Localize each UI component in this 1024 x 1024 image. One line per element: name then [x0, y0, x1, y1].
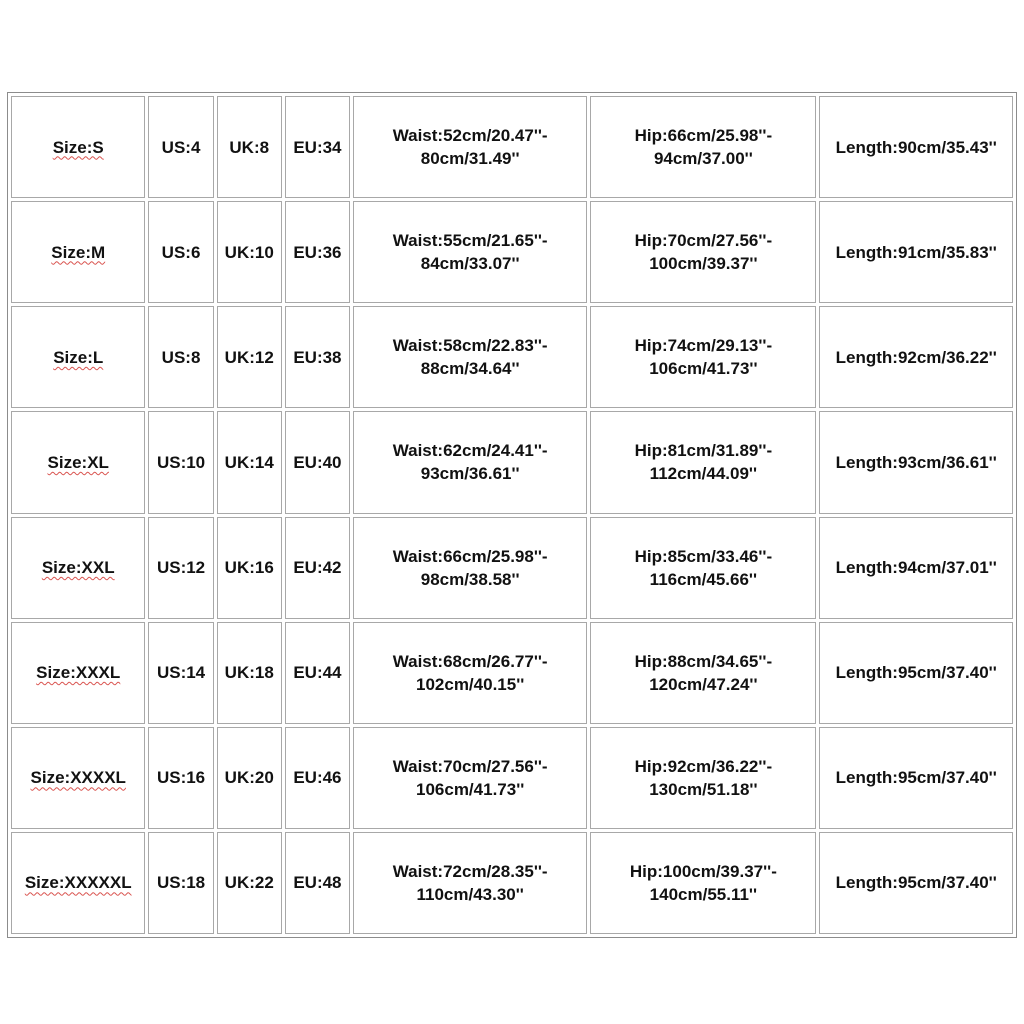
us-size-cell: US:12: [148, 517, 213, 619]
hip-cell: [590, 832, 816, 934]
hip-line-2: 100cm/39.37'': [649, 254, 758, 274]
waist-cell: [353, 517, 587, 619]
size-label: Size:XL: [47, 452, 109, 472]
waist-line-2: 93cm/36.61'': [420, 464, 520, 484]
waist-line-1: Waist:58cm/22.83''-: [392, 336, 548, 356]
hip-line-1: Hip:74cm/29.13''-: [634, 336, 773, 356]
waist-line-1: Waist:72cm/28.35''-: [392, 861, 548, 881]
hip-cell: [590, 306, 816, 408]
uk-size-cell: UK:12: [217, 306, 282, 408]
hip-cell: [590, 201, 816, 303]
hip-line-1: Hip:81cm/31.89''-: [634, 441, 773, 461]
waist-line-1: Waist:62cm/24.41''-: [392, 441, 548, 461]
size-row: [11, 201, 1013, 303]
size-label: Size:L: [53, 347, 104, 367]
waist-line-1: Waist:68cm/26.77''-: [392, 651, 548, 671]
hip-cell: [590, 411, 816, 513]
waist-line-1: Waist:55cm/21.65''-: [392, 231, 548, 251]
eu-size-cell: EU:42: [285, 517, 350, 619]
hip-line-2: 106cm/41.73'': [649, 359, 758, 379]
length-cell: Length:95cm/37.40'': [819, 832, 1013, 934]
length-cell: Length:92cm/36.22'': [819, 306, 1013, 408]
waist-line-2: 80cm/31.49'': [420, 149, 520, 169]
size-cell: [11, 832, 145, 934]
size-cell: [11, 517, 145, 619]
size-cell: [11, 306, 145, 408]
hip-line-2: 120cm/47.24'': [649, 674, 758, 694]
eu-size-cell: EU:46: [285, 727, 350, 829]
eu-size-cell: EU:38: [285, 306, 350, 408]
size-label: Size:XXXL: [36, 663, 121, 683]
hip-line-1: Hip:85cm/33.46''-: [634, 546, 773, 566]
us-size-cell: US:6: [148, 201, 213, 303]
eu-size-cell: EU:44: [285, 622, 350, 724]
length-cell: Length:93cm/36.61'': [819, 411, 1013, 513]
hip-line-2: 140cm/55.11'': [649, 884, 758, 904]
hip-cell: [590, 517, 816, 619]
hip-line-1: Hip:70cm/27.56''-: [634, 231, 773, 251]
size-label: Size:S: [52, 137, 104, 157]
size-label: Size:XXXXXL: [24, 873, 132, 893]
size-cell: [11, 727, 145, 829]
length-cell: Length:91cm/35.83'': [819, 201, 1013, 303]
uk-size-cell: UK:20: [217, 727, 282, 829]
length-cell: Length:90cm/35.43'': [819, 96, 1013, 198]
waist-cell: [353, 306, 587, 408]
uk-size-cell: UK:14: [217, 411, 282, 513]
waist-cell: [353, 832, 587, 934]
waist-line-2: 110cm/43.30'': [416, 884, 524, 904]
size-row: [11, 832, 1013, 934]
eu-size-cell: EU:40: [285, 411, 350, 513]
hip-line-1: Hip:100cm/39.37''-: [629, 861, 777, 881]
size-row: [11, 727, 1013, 829]
size-label: Size:XXL: [41, 558, 115, 578]
size-row: [11, 96, 1013, 198]
uk-size-cell: UK:8: [217, 96, 282, 198]
hip-line-2: 130cm/51.18'': [649, 779, 758, 799]
hip-cell: [590, 96, 816, 198]
uk-size-cell: UK:18: [217, 622, 282, 724]
hip-line-1: Hip:66cm/25.98''-: [634, 126, 773, 146]
size-row: [11, 306, 1013, 408]
size-cell: [11, 622, 145, 724]
size-label: Size:M: [51, 242, 106, 262]
size-chart-body: [11, 96, 1013, 934]
hip-line-2: 116cm/45.66'': [649, 569, 758, 589]
hip-line-2: 112cm/44.09'': [649, 464, 758, 484]
us-size-cell: US:14: [148, 622, 213, 724]
length-cell: Length:95cm/37.40'': [819, 727, 1013, 829]
size-row: [11, 622, 1013, 724]
waist-cell: [353, 96, 587, 198]
hip-line-1: Hip:92cm/36.22''-: [634, 756, 773, 776]
waist-line-2: 88cm/34.64'': [420, 359, 520, 379]
us-size-cell: US:8: [148, 306, 213, 408]
eu-size-cell: EU:48: [285, 832, 350, 934]
size-row: [11, 517, 1013, 619]
waist-line-2: 98cm/38.58'': [420, 569, 520, 589]
size-label: Size:XXXXL: [30, 768, 126, 788]
waist-cell: [353, 622, 587, 724]
waist-line-2: 106cm/41.73'': [416, 779, 525, 799]
us-size-cell: US:10: [148, 411, 213, 513]
hip-line-1: Hip:88cm/34.65''-: [634, 651, 773, 671]
eu-size-cell: EU:36: [285, 201, 350, 303]
eu-size-cell: EU:34: [285, 96, 350, 198]
hip-cell: [590, 727, 816, 829]
waist-line-2: 102cm/40.15'': [416, 674, 525, 694]
size-cell: [11, 201, 145, 303]
waist-cell: [353, 201, 587, 303]
uk-size-cell: UK:10: [217, 201, 282, 303]
uk-size-cell: UK:16: [217, 517, 282, 619]
waist-line-1: Waist:52cm/20.47''-: [392, 126, 548, 146]
waist-cell: [353, 411, 587, 513]
hip-line-2: 94cm/37.00'': [653, 149, 753, 169]
hip-cell: [590, 622, 816, 724]
waist-line-1: Waist:66cm/25.98''-: [392, 546, 548, 566]
waist-cell: [353, 727, 587, 829]
us-size-cell: US:4: [148, 96, 213, 198]
size-cell: [11, 411, 145, 513]
length-cell: Length:95cm/37.40'': [819, 622, 1013, 724]
size-chart-table: [7, 92, 1017, 938]
uk-size-cell: UK:22: [217, 832, 282, 934]
size-cell: [11, 96, 145, 198]
us-size-cell: US:16: [148, 727, 213, 829]
waist-line-1: Waist:70cm/27.56''-: [392, 756, 548, 776]
size-row: [11, 411, 1013, 513]
us-size-cell: US:18: [148, 832, 213, 934]
waist-line-2: 84cm/33.07'': [420, 254, 520, 274]
length-cell: Length:94cm/37.01'': [819, 517, 1013, 619]
